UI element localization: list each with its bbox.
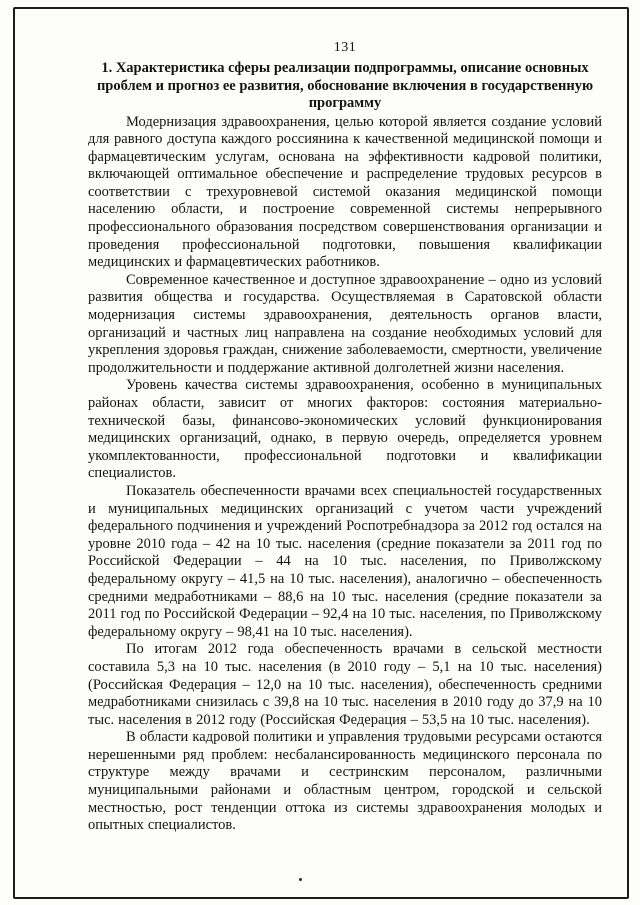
paragraph: В области кадровой политики и управления трудовыми ресурсами остаются нерешенными ряд проблем: несбалансированность медицинского персонала по структуре между врачами и сестринским персоналом, различными муниципальными районами и областным центром, городской и сельской местностью, рост тенденции оттока из системы здравоохранения молодых и опытных специалистов. [88, 729, 602, 834]
paragraph: По итогам 2012 года обеспеченность врачами в сельской местности составила 5,3 на 10 тыс. населения (в 2010 году – 5,1 на 10 тыс. населения) (Российская Федерация – 12,0 на 10 тыс. населения), обеспеченность средними медработниками снизилась с 39,8 на 10 тыс. населения в 2010 году до 37,9 на 10 тыс. населения в 2012 году (Российская Федерация – 53,5 на 10 тыс. населения). [88, 641, 602, 728]
paragraph: Показатель обеспеченности врачами всех специальностей государственных и муниципальных медицинских организаций с учетом части учреждений федерального подчинения и учреждений Роспотребнадзора за 2012 год остался на уровне 2010 года – 42 на 10 тыс. населения (средние показатели за 2011 год по Российской Федерации – 44 на 10 тыс. населения, по Приволжскому федеральному округу – 41,5 на 10 тыс. населения), аналогично – обеспеченность средними медработниками – 88,6 на 10 тыс. населения (средние показатели за 2011 год по Российской Федерации – 92,4 на 10 тыс. населения, по Приволжскому федеральному округу – 98,41 на 10 тыс. населения). [88, 482, 602, 640]
paragraph: Модернизация здравоохранения, целью которой является создание условий для равного доступа каждого россиянина к качественной медицинской помощи и фармацевтическим услугам, основана на эффективности кадровой политики, включающей оптимальное обеспечение и распределение трудовых ресурсов в соответствии с трехуровневой системой оказания медицинской помощи населению области, и построение современной системы непрерывного профессионального образования посредством совершенствования организации и проведения профессиональной подготовки, повышения квалификации медицинских и фармацевтических работников. [88, 113, 602, 271]
paragraph: Современное качественное и доступное здравоохранение – одно из условий развития общества и государства. Осуществляемая в Саратовской области модернизация системы здравоохранения, деятельность органов власти, организаций и частных лиц направлена на создание необходимых условий для укрепления здоровья граждан, снижение заболеваемости, смертности, увеличение продолжительности и поддержание активной долголетней жизни населения. [88, 271, 602, 376]
scan-artifact-dot [299, 878, 302, 881]
paragraph: Уровень качества системы здравоохранения, особенно в муниципальных районах области, зависит от многих факторов: состояния материально-технической базы, финансово-экономических условий функционирования медицинских организаций, однако, в первую очередь, определяется уровнем укомплектованности, профессиональной подготовки и квалификации специалистов. [88, 377, 602, 482]
body-text [88, 114, 602, 835]
section-heading: 1. Характеристика сферы реализации подпрограммы, описание основных проблем и прогноз ее развития, обоснование включения в государственную программу [96, 60, 594, 111]
page-number: 131 [333, 40, 357, 55]
page-content [88, 40, 602, 835]
